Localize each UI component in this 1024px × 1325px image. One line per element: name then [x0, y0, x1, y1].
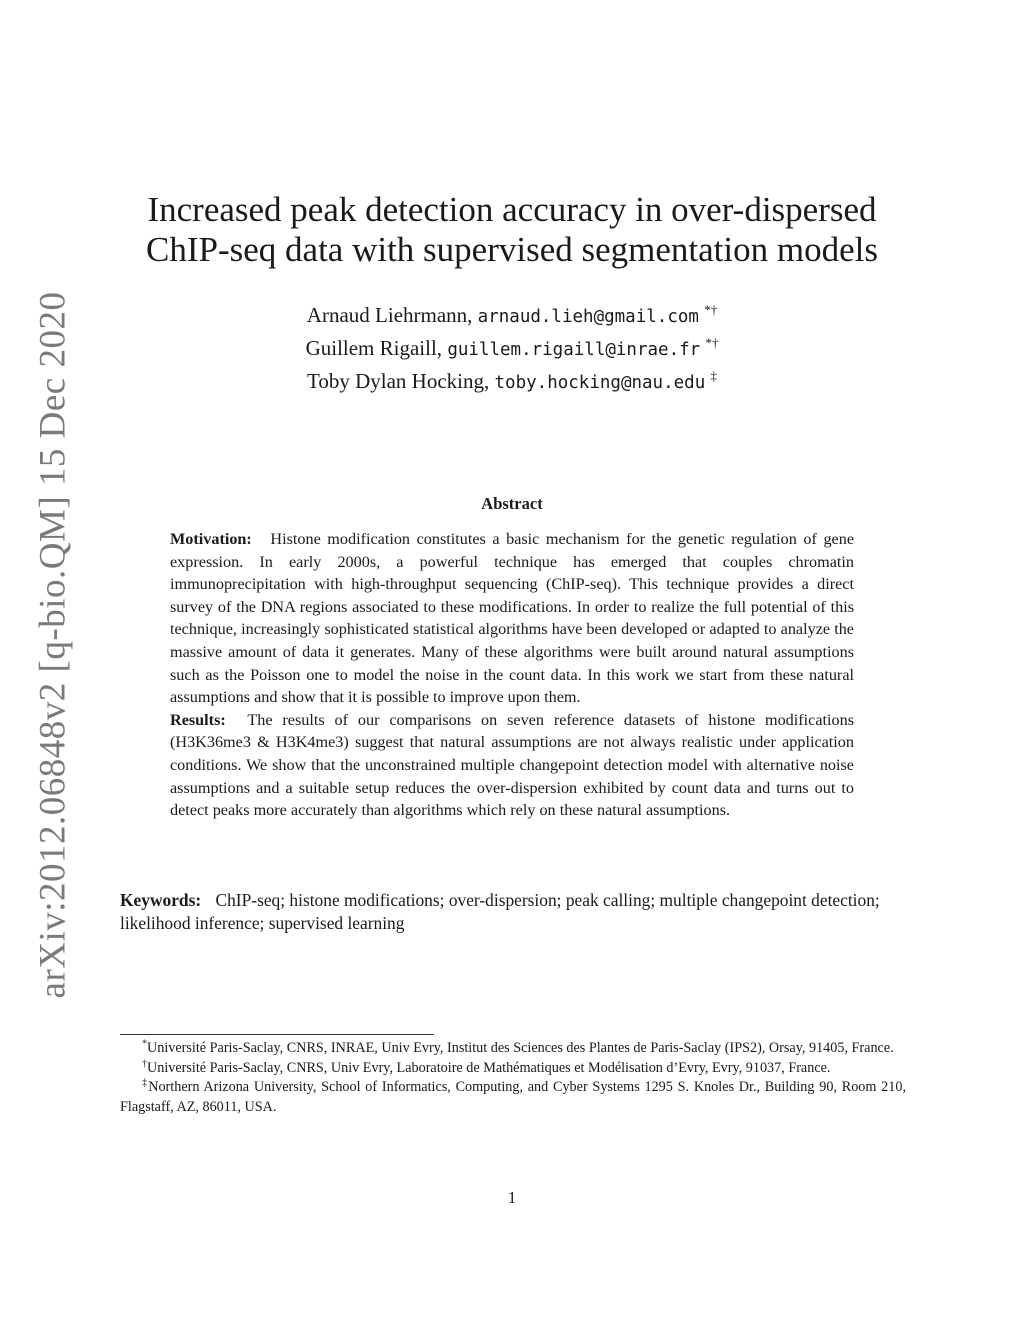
- affiliation-mark: ‡: [710, 368, 717, 383]
- footnote-divider: [120, 1034, 434, 1035]
- motivation-label: Motivation:: [170, 530, 252, 548]
- author-name: Toby Dylan Hocking,: [307, 369, 490, 393]
- paper-title: [120, 190, 904, 270]
- keywords-label: Keywords:: [120, 890, 202, 910]
- abstract-body: [170, 528, 854, 822]
- footnote-mark: ‡: [142, 1077, 149, 1089]
- author-email[interactable]: arnaud.lieh@gmail.com: [477, 307, 699, 327]
- title-line-2: ChIP-seq data with supervised segmentation models: [146, 230, 878, 269]
- author-entry: [120, 333, 904, 366]
- author-entry: [120, 300, 904, 333]
- author-email[interactable]: guillem.rigaill@inrae.fr: [447, 340, 701, 360]
- keywords-section: [120, 889, 910, 935]
- keywords-text: ChIP-seq; histone modifications; over-dispersion; peak calling; multiple changepoint detection; likelihood inference; supervised learning: [120, 890, 880, 933]
- page-number: 1: [507, 1188, 517, 1207]
- affiliation-mark: *†: [704, 302, 718, 317]
- abstract-heading: Abstract: [481, 494, 543, 513]
- footnote-item: [120, 1039, 906, 1059]
- abstract-results-paragraph: [170, 709, 854, 822]
- author-email[interactable]: toby.hocking@nau.edu: [494, 373, 706, 393]
- results-text: The results of our comparisons on seven reference datasets of histone modifications (H3K36me3 & H3K4me3) suggest that natural assumptions are not always realistic under application conditions. We show that the unconstrained multiple changepoint detection model with alternative noise assumptions and a suitable setup reduces the over-dispersion exhibited by count data and turns out to detect peaks more accurately than algorithms which rely on these natural assumptions.: [170, 710, 854, 820]
- author-list: [120, 300, 904, 399]
- footnote-mark: †: [142, 1057, 147, 1069]
- motivation-text: Histone modification constitutes a basic mechanism for the genetic regulation of gene expression. In early 2000s, a powerful technique has emerged that couples chromatin immunoprecipitation with high-throughput sequencing (ChIP-seq). This technique provides a direct survey of the DNA regions associated to these modifications. In order to realize the full potential of this technique, increasingly sophisticated statistical algorithms have been developed or adapted to analyze the massive amount of data it generates. Many of these algorithms were built around natural assumptions such as the Poisson one to model the noise in the count data. In this work we start from these natural assumptions and show that it is possible to improve upon them.: [170, 530, 854, 707]
- footnote-item: [120, 1078, 906, 1117]
- author-name: Arnaud Liehrmann,: [306, 303, 473, 327]
- author-name: Guillem Rigaill,: [305, 336, 443, 360]
- footnotes: [120, 1039, 906, 1117]
- affiliation-mark: *†: [705, 335, 719, 350]
- footnote-text: Université Paris-Saclay, CNRS, INRAE, Univ Evry, Institut des Sciences des Plantes de Paris-Saclay (IPS2), Orsay, 91405, France.: [147, 1040, 894, 1056]
- footnote-text: Université Paris-Saclay, CNRS, Univ Evry, Laboratoire de Mathématiques et Modélisation d’Evry, Evry, 91037, France.: [147, 1059, 831, 1076]
- author-entry: [120, 366, 904, 399]
- abstract-motivation-paragraph: [170, 528, 854, 709]
- footnote-item: [120, 1059, 906, 1079]
- footnote-text: Northern Arizona University, School of Informatics, Computing, and Cyber Systems 1295 S. Knoles Dr., Building 90, Room 210, Flagstaff, AZ, 86011, USA.: [120, 1079, 907, 1115]
- arxiv-identifier-stamp: arXiv:2012.06848v2 [q-bio.QM] 15 Dec 2020: [32, 291, 74, 999]
- results-label: Results:: [170, 710, 226, 729]
- title-line-1: Increased peak detection accuracy in over-dispersed: [147, 190, 877, 229]
- footnote-mark: *: [142, 1038, 147, 1050]
